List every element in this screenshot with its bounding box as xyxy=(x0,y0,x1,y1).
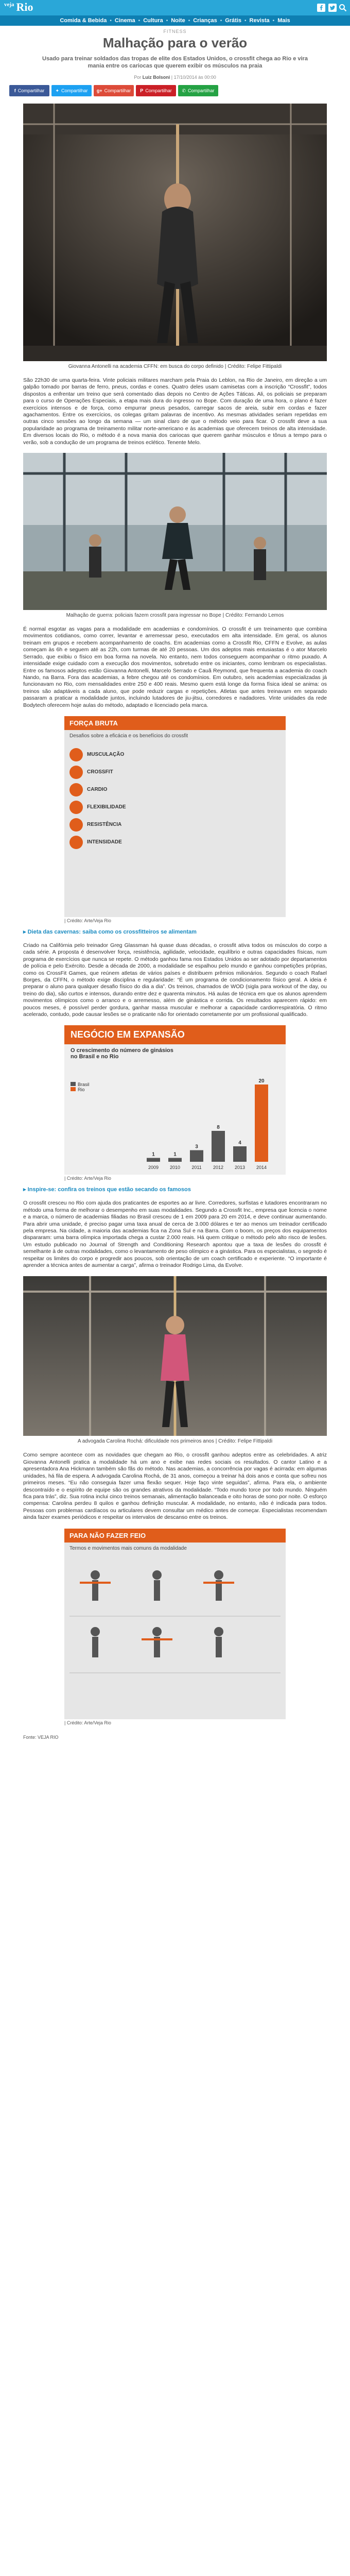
main-nav xyxy=(0,15,350,26)
infographic-item-label: CARDIO xyxy=(87,787,108,793)
infographic-item xyxy=(69,836,281,849)
exercise-icon xyxy=(69,801,83,814)
infographic-item-label: INTENSIDADE xyxy=(87,839,122,845)
whatsapp-icon: ✆ xyxy=(182,88,186,93)
infographic-intro: Termos e movimentos mais comuns da modalidade xyxy=(69,1545,187,1551)
share-pinterest-button[interactable] xyxy=(136,85,176,96)
nav-item[interactable]: Crianças xyxy=(193,18,217,24)
infographic-item-label: RESISTÊNCIA xyxy=(87,822,122,828)
nav-separator: • xyxy=(166,18,168,24)
exercise-icon xyxy=(69,766,83,779)
infographic-title: PARA NÃO FAZER FEIO xyxy=(64,1529,286,1543)
x-tick-label: 2013 xyxy=(234,1165,246,1171)
bar-value-label: 1 xyxy=(173,1151,177,1158)
bar-2009 xyxy=(147,1158,160,1162)
infographic-credit: | Crédito: Arte/Veja Rio xyxy=(64,1720,111,1725)
legend-label: Rio xyxy=(78,1087,85,1093)
nav-separator: • xyxy=(110,18,112,24)
author-name[interactable]: Luiz Bolsoni xyxy=(142,75,170,80)
byline: Por Luiz Bolsoni | 17/10/2014 às 00:00 xyxy=(134,75,216,80)
exercise-icon xyxy=(69,818,83,832)
article-body-5 xyxy=(23,1452,327,1521)
publish-date: 17/10/2014 às 00:00 xyxy=(173,75,216,80)
pinterest-icon: P xyxy=(140,88,144,93)
infographic-item-label: MUSCULAÇÃO xyxy=(87,752,125,758)
bar-value-label: 3 xyxy=(195,1144,198,1150)
logo-prefix: veja xyxy=(4,2,14,8)
bar-2014 xyxy=(255,1084,268,1162)
x-tick-label: 2014 xyxy=(256,1165,267,1171)
nav-item[interactable]: Comida & Bebida xyxy=(60,18,107,24)
exercise-figures xyxy=(64,1554,286,1709)
infographic-item-label: FLEXIBILIDADE xyxy=(87,804,126,810)
x-tick-label: 2009 xyxy=(148,1165,159,1171)
search-icon[interactable] xyxy=(339,4,347,12)
paragraph: É normal esgotar as vagas para a modalidade em academias e condomínios. O crossfit é um treinamento que combina movimentos cotidianos, como correr, levantar e arremessar peso, executados em alta intensidade. Em geral, os alunos treinam em grupos e recebem acompanhamento de coachs. Em academias como a Crossfit Rio, CFFN e Evolve, as aulas começam às 6h e seguem até as 22h, com turmas de até 20 pessoas. Um dos adeptos mais entusiastas é o ator Marcelo Serrado, que exibiu o físico em boa forma na novela. No entanto, nem todos conseguem acompanhar o ritmo puxado. A intensidade exige cuidado com a execução dos movimentos, sobretudo entre os iniciantes, como lembram os especialistas. Entre os famosos adeptos estão Giovanna Antonelli, Marcelo Serrado e Cauã Reymond, que frequenta a academia do coach Nando, na Barra. Fora das academias, a febre chegou até os condomínios. Em outubro, seis academias especializadas já funcionavam no Rio, com mensalidades entre 250 e 400 reais. Mesmo quem está longe da forma física ideal se anima: os treinos são adaptáveis a cada aluno, que pode reduzir cargas e repetições. Atletas que antes treinavam em separado passaram a praticar a modalidade juntos, incluindo lutadores de jiu-jitsu, corredores e nadadores. Vinte unidades da rede Bodytech oferecem hoje aulas do método, adaptado e licenciado pela marca. xyxy=(23,626,327,708)
nav-separator: • xyxy=(272,18,275,24)
exercise-icon xyxy=(69,783,83,796)
infographic-title: NEGÓCIO EM EXPANSÃO xyxy=(64,1025,286,1044)
paragraph: O crossfit cresceu no Rio com ajuda dos praticantes de esportes ao ar livre. Corredores, surfistas e lutadores encontraram no método uma forma de melhorar o desempenho em suas modalidades. Segundo a Crossfit Inc., empresa que licencia o nome e a marca, o número de academias filiadas no Brasil cresceu de 1 em 2009 para 20 em 2014, e deve continuar aumentando. Para abrir uma unidade, é preciso pagar uma taxa anual de cerca de 3.000 dólares e ter ao menos um treinador certificado pela empresa. Na cidade, a maioria das academias fica na Zona Sul e na Barra. Com o boom, os preços dos equipamentos dispararam: uma barra olímpica importada chega a custar 2.000 reais. Há quem critique o método pelo alto risco de lesões. Um estudo publicado no Journal of Strength and Conditioning Research apontou que a taxa de lesões do crossfit é semelhante à de outras modalidades, como o levantamento de peso olímpico e a ginástica. Para os especialistas, o segredo é respeitar os limites do corpo e progredir aos poucos, sob orientação de um coach certificado e experiente. “O importante é aprender a técnica antes de aumentar a carga”, afirma o treinador Rodrigo Lima, da Evolve. xyxy=(23,1200,327,1269)
facebook-icon[interactable] xyxy=(317,4,325,12)
twitter-icon[interactable] xyxy=(328,4,337,12)
share-bar xyxy=(0,85,350,96)
bar-2010 xyxy=(168,1158,182,1162)
related-link-famous[interactable]: ▸ Inspire-se: confira os treinos que estão secando os famosos xyxy=(23,1187,191,1193)
glossary-infographic[interactable] xyxy=(64,1529,286,1719)
photo-caption-1: Giovanna Antonelli na academia CFFN: em busca do corpo definido | Crédito: Felipe Fittipaldi xyxy=(68,364,282,369)
police-training-photo xyxy=(23,453,327,610)
logo-main: Rio xyxy=(16,1,33,13)
nav-item[interactable]: Grátis xyxy=(225,18,242,24)
article-photo-1[interactable] xyxy=(23,104,327,361)
legend-label: Brasil xyxy=(78,1082,90,1088)
x-tick-label: 2011 xyxy=(191,1165,202,1171)
related-link-diet[interactable]: ▸ Dieta das cavernas: saiba como os crossfitteiros se alimentam xyxy=(23,928,197,935)
share-label: Compartilhar xyxy=(145,88,172,93)
paragraph: São 22h30 de uma quarta-feira. Vinte policiais militares marcham pela Praia do Leblon, na Rio de Janeiro, em direção a um galpão tomado por barras de ferro, pneus, cordas e cones. Quatro deles usam camisetas com a inscrição “Crossfit”, todos dispostos a enfrentar um treino que será comentado dias depois no Centro de Ações Táticas. Ali, os policiais se preparam para o curso de Operações Especiais, a etapa mais dura do ingresso no Bope. Com duração de uma hora, o plano é fazer exercícios intensos e de força, como empurrar pneus pesados, carregar sacos de areia, subir em cordas e fazer agachamentos. Entre os exercícios, os colegas gritam palavras de incentivo. As mesmas atividades seriam repetidas em outras cinco sessões ao longo da semana — um sinal claro de que o método veio para ficar. O crossfit deve a sua popularidade ao programa de treinamento militar norte-americano e às academias que oferecem treinos de alta intensidade. Em diversos locais do Rio, o método é a nova mania dos cariocas que querem ganhar músculos e tônus a tempo para o verão, sob a condução de um programa de treinos eclético. Tenente Melo. xyxy=(23,377,327,446)
bar-2012 xyxy=(212,1131,225,1162)
infographic-item-label: CROSSFIT xyxy=(87,769,113,775)
gym-rope-photo xyxy=(23,104,327,361)
infographic-subtitle: O crescimento do número de ginásios no Brasil e no Rio xyxy=(71,1047,173,1060)
article-photo-3[interactable] xyxy=(23,1276,327,1436)
article-subtitle: Usado para treinar soldados das tropas de elite dos Estados Unidos, o crossfit chega ao Rio e vira mania entre os cariocas que querem exibir os músculos na praia xyxy=(42,56,308,69)
photo-caption-2: Malhação de guerra: policiais fazem crossfit para ingressar no Bope | Crédito: Fernando Lemos xyxy=(66,613,284,619)
article-body-1 xyxy=(23,377,327,446)
article-photo-2[interactable] xyxy=(23,453,327,610)
infographic-item-list xyxy=(64,742,286,855)
footer-source: Fonte: VEJA RIO xyxy=(23,1734,59,1740)
paragraph: Criado na Califórnia pelo treinador Greg Glassman há quase duas décadas, o crossfit ativa todos os músculos do corpo a cada série. A proposta é desenvolver força, resistência, agilidade, velocidade, equilíbrio e outras capacidades físicas, num programa de exercícios que nunca se repete. O método ganhou fama nos Estados Unidos ao ser adotado por departamentos de polícia e pelo Exército. Desde a década de 2000, a modalidade se espalhou pelo mundo e ganhou competições próprias, como os CrossFit Games, que reúnem atletas de vários países e distribuem prêmios milionários. Segundo o coach Rafael Borges, da CFFN, o método exige disciplina e regularidade: “É um programa de condicionamento físico geral. A ideia é preparar o aluno para qualquer desafio físico do dia a dia”. Os treinos, chamados de WOD (sigla para workout of the day, ou treino do dia), são curtos e intensos, durando entre dez e quarenta minutos. Há aulas de técnica em que os alunos aprendem movimentos olímpicos como o arranco e o arremesso, além de ginástica e corrida. Os resultados aparecem rápido: em poucos meses, é possível perder gordura, ganhar massa muscular e melhorar a capacidade cardiorrespiratória. O ritmo acelerado, contudo, pode causar lesões se o praticante não for orientado corretamente por um profissional qualificado. xyxy=(23,942,327,1018)
facebook-icon: f xyxy=(14,88,16,93)
infographic-item xyxy=(69,783,281,796)
nav-item[interactable]: Cinema xyxy=(114,18,135,24)
share-google-plus-button[interactable] xyxy=(94,85,134,96)
exercise-icon xyxy=(69,836,83,849)
article-body-3 xyxy=(23,942,327,1018)
bar-value-label: 20 xyxy=(258,1078,265,1084)
x-tick-label: 2010 xyxy=(169,1165,181,1171)
share-label: Compartilhar xyxy=(188,88,215,93)
bar-value-label: 4 xyxy=(238,1140,241,1146)
infographic-credit: | Crédito: Arte/Veja Rio xyxy=(64,918,111,923)
bar-2013 xyxy=(233,1146,247,1162)
twitter-icon: ✦ xyxy=(55,88,59,93)
infographic-item xyxy=(69,748,281,761)
site-logo[interactable] xyxy=(4,2,33,13)
google-plus-icon: g+ xyxy=(96,88,102,93)
paragraph: Como sempre acontece com as novidades que chegam ao Rio, o crossfit ganhou adeptos entre as celebridades. A atriz Giovanna Antonelli pratica a modalidade há um ano e exibe nas redes sociais os resultados. O cantor Latino e a apresentadora Ana Hickmann também são fãs do método. Nas academias, a concorrência por vagas é acirrada: em algumas unidades, há fila de espera. A advogada Carolina Rochá, de 31 anos, começou a treinar há dois anos e conta que sofreu nos primeiros meses. “Eu não conseguia fazer uma flexão sequer. Hoje faço vinte seguidas”, afirma. Para ela, o ambiente descontraído e o espírito de equipe são os grandes atrativos da modalidade. “Todo mundo torce por todo mundo. Ninguém fica para trás”, diz. Sua rotina inclui cinco treinos semanais, alimentação balanceada e oito horas de sono por noite. O esforço compensa: Carolina perdeu 8 quilos e ganhou definição muscular. A modalidade, no entanto, não é indicada para todos. Pessoas com problemas cardíacos ou articulares devem consultar um médico antes de começar. Especialistas recomendam ainda fazer exames periódicos e respeitar os intervalos de descanso entre os treinos. xyxy=(23,1452,327,1521)
infographic-title: FORÇA BRUTA xyxy=(64,716,286,730)
lawyer-training-photo xyxy=(23,1276,327,1436)
top-bar xyxy=(0,0,350,15)
share-label: Compartilhar xyxy=(61,88,88,93)
share-label: Compartilhar xyxy=(104,88,131,93)
infographic-intro: Desafios sobre a eficácia e os benefícios do crossfit xyxy=(69,733,188,739)
forca-bruta-infographic[interactable] xyxy=(64,716,286,917)
nav-item[interactable]: Mais xyxy=(277,18,290,24)
nav-separator: • xyxy=(244,18,247,24)
page-title: Malhação para o verão xyxy=(102,35,248,50)
share-facebook-button[interactable] xyxy=(9,85,49,96)
x-tick-label: 2012 xyxy=(213,1165,224,1171)
bar-value-label: 1 xyxy=(152,1151,155,1158)
nav-item[interactable]: Cultura xyxy=(143,18,163,24)
bar-2011 xyxy=(190,1150,203,1162)
share-twitter-button[interactable] xyxy=(51,85,92,96)
nav-separator: • xyxy=(138,18,141,24)
article-body-2 xyxy=(23,626,327,709)
exercise-icon xyxy=(69,748,83,761)
growth-bar-chart xyxy=(64,1061,286,1175)
infographic-credit: | Crédito: Arte/Veja Rio xyxy=(64,1176,111,1181)
bar-value-label: 8 xyxy=(217,1125,220,1131)
byline-prefix: Por xyxy=(134,75,142,80)
share-whatsapp-button[interactable] xyxy=(178,85,218,96)
nav-separator: • xyxy=(220,18,222,24)
article-body-4 xyxy=(23,1200,327,1269)
share-label: Compartilhar xyxy=(18,88,45,93)
negocio-expansao-infographic[interactable] xyxy=(64,1025,286,1175)
infographic-item xyxy=(69,801,281,814)
photo-caption-3: A advogada Carolina Rochá: dificuldade nos primeiros anos | Crédito: Felipe Fittipaldi xyxy=(77,1438,273,1445)
nav-separator: • xyxy=(188,18,190,24)
nav-item[interactable]: Revista xyxy=(249,18,270,24)
infographic-item xyxy=(69,766,281,779)
section-label: FITNESS xyxy=(163,29,187,34)
nav-item[interactable]: Noite xyxy=(171,18,185,24)
infographic-item xyxy=(69,818,281,832)
